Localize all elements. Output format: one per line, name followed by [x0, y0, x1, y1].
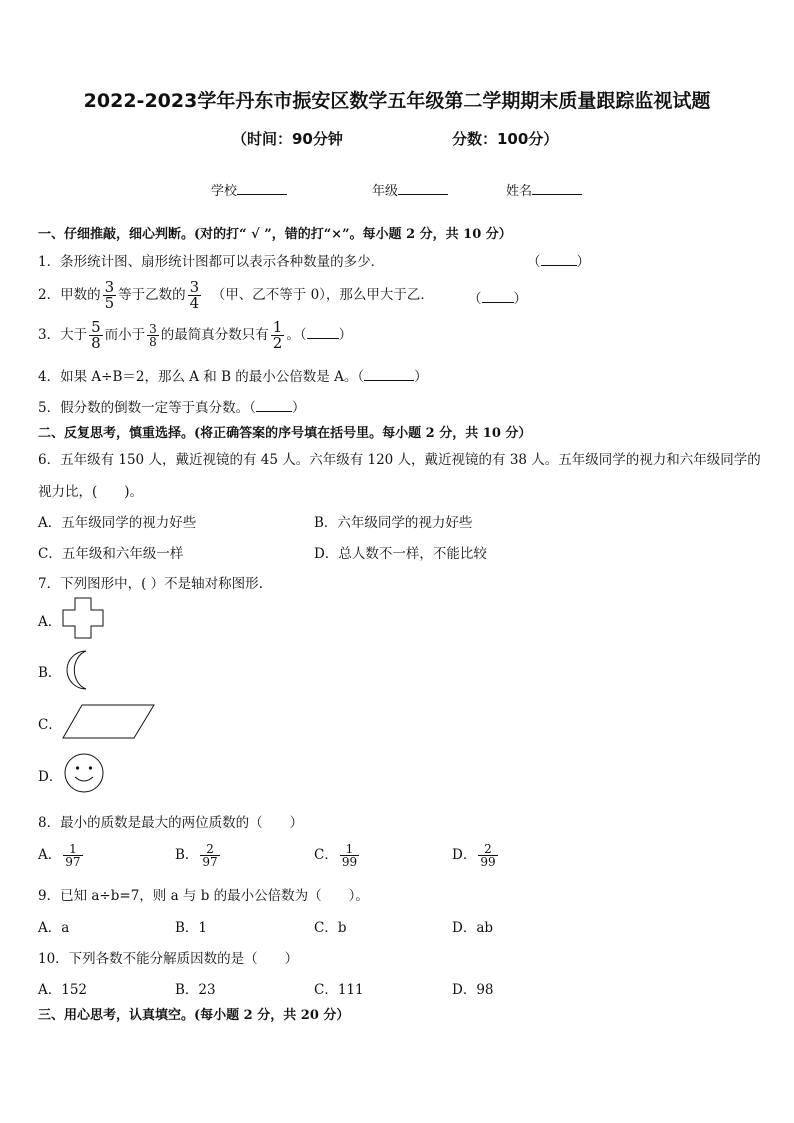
question-2-suffix: （甲、乙不等于 0），那么甲大于乙．: [211, 287, 434, 303]
answer-blank[interactable]: [307, 326, 339, 339]
school-blank[interactable]: [237, 182, 287, 195]
numerator: 5: [91, 318, 101, 336]
question-1-text: 1．条形统计图、扇形统计图都可以表示各种数量的多少．: [38, 254, 385, 270]
answer-blank[interactable]: [541, 253, 577, 266]
question-3-prefix: 3．大于: [38, 327, 88, 343]
section-3-heading: 三、用心思考，认真填空。(每小题 2 分，共 20 分）: [38, 1008, 350, 1023]
question-10-option-b[interactable]: B．23: [175, 982, 216, 998]
parallelogram-icon: [62, 704, 156, 740]
denominator: 8: [149, 335, 157, 349]
question-7-label-b[interactable]: B．: [38, 665, 62, 681]
question-9-option-c[interactable]: C．b: [314, 920, 347, 936]
paren-close: ）: [513, 291, 527, 307]
option-label: B．: [175, 847, 199, 863]
question-2-answer[interactable]: [468, 287, 527, 307]
section-2-heading: 二、反复思考，慎重选择。(将正确答案的序号填在括号里。每小题 2 分，共 10 分）: [38, 426, 532, 441]
denominator: 8: [91, 334, 101, 352]
school-field: [211, 180, 287, 199]
question-10: 10．下列各数不能分解质因数的是（ ）: [38, 951, 299, 967]
question-7: 7．下列图形中，( ）不是轴对称图形.: [38, 576, 263, 592]
name-label: 姓名: [506, 184, 533, 199]
paren-open: （: [527, 254, 541, 270]
option-label: C．: [314, 847, 338, 863]
question-8-option-d[interactable]: [452, 843, 500, 868]
section-1-heading: 一、仔细推敲，细心判断。(对的打“ √ ”，错的打“×”。每小题 2 分，共 10 分）: [38, 227, 512, 242]
question-5-text: 5．假分数的倒数一定等于真分数。（: [38, 400, 256, 416]
question-3: [38, 320, 352, 351]
question-2: [38, 280, 434, 311]
answer-blank[interactable]: [256, 399, 292, 412]
numerator: 3: [149, 322, 157, 336]
question-4: [38, 365, 428, 385]
paren-close: ）: [338, 327, 353, 343]
smiley-face-icon: [63, 752, 105, 794]
question-7-label-a[interactable]: A．: [38, 614, 62, 630]
question-7-label-c[interactable]: C．: [38, 717, 62, 733]
grade-field: [372, 180, 448, 199]
exam-time: （时间：90分钟: [232, 130, 343, 148]
fraction: [340, 843, 359, 868]
denominator: 5: [104, 294, 115, 312]
fraction: [63, 843, 82, 868]
numerator: 1: [63, 843, 82, 856]
question-9: 9．已知 a÷b=7，则 a 与 b 的最小公倍数为（ ）。: [38, 888, 369, 904]
question-10-option-d[interactable]: D．98: [452, 982, 494, 998]
question-7-label-d[interactable]: D．: [38, 769, 63, 785]
fraction: [200, 843, 219, 868]
numerator: 1: [340, 843, 359, 856]
question-6-option-d[interactable]: D．总人数不一样，不能比较: [314, 546, 487, 562]
denominator: 4: [189, 294, 200, 312]
question-8-option-a[interactable]: [38, 843, 85, 868]
paren-close: ）: [414, 369, 428, 385]
fraction-5-8: [89, 320, 103, 351]
question-2-mid: 等于乙数的: [118, 287, 186, 303]
question-10-option-c[interactable]: C．111: [314, 982, 364, 998]
paren-open: （: [468, 291, 482, 307]
paren-close: ）: [291, 400, 306, 416]
fraction-3-4: [188, 280, 202, 311]
fraction-3-8: [147, 323, 159, 348]
question-6-option-a[interactable]: A．五年级同学的视力好些: [38, 515, 197, 531]
question-2-prefix: 2．甲数的: [38, 287, 101, 303]
numerator: 2: [200, 843, 219, 856]
name-field: [506, 180, 582, 199]
option-label: D．: [452, 847, 477, 863]
question-9-option-a[interactable]: A．a: [38, 920, 70, 936]
fraction: [478, 843, 497, 868]
denominator: 99: [341, 855, 358, 869]
answer-blank[interactable]: [482, 290, 514, 303]
question-6-line2: 视力比，( )。: [38, 484, 144, 500]
question-9-option-b[interactable]: B．1: [175, 920, 208, 936]
fraction-1-2: [271, 320, 285, 351]
question-6-option-c[interactable]: C．五年级和六年级一样: [38, 546, 184, 562]
page-title: 2022-2023学年丹东市振安区数学五年级第二学期期末质量跟踪监视试题: [83, 90, 711, 112]
question-9-option-d[interactable]: D．ab: [452, 920, 494, 936]
question-3-suffix: 。（: [286, 327, 307, 343]
crescent-moon-icon: [62, 650, 92, 690]
cross-shape-icon: [62, 597, 104, 639]
grade-blank[interactable]: [398, 182, 448, 195]
grade-label: 年级: [372, 184, 399, 199]
question-5: [38, 396, 305, 416]
question-8-option-c[interactable]: [314, 843, 361, 868]
exam-score: 分数：100分）: [452, 130, 559, 148]
numerator: 1: [272, 318, 283, 336]
answer-blank[interactable]: [364, 368, 414, 381]
question-8: 8．最小的质数是最大的两位质数的（ ）: [38, 815, 304, 831]
school-label: 学校: [211, 184, 238, 199]
question-6-option-b[interactable]: B．六年级同学的视力好些: [314, 515, 473, 531]
paren-close: ）: [576, 254, 590, 270]
question-6-line1: 6．五年级有 150 人，戴近视镜的有 45 人。六年级有 120 人，戴近视镜的有 38 人。五年级同学的视力和六年级同学的: [38, 452, 761, 468]
denominator: 97: [202, 855, 218, 869]
numerator: 2: [478, 843, 497, 856]
numerator: 3: [189, 278, 200, 296]
question-3-mid2: 的最简真分数只有: [160, 327, 269, 343]
option-label: A．: [38, 847, 62, 863]
question-4-text: 4．如果 A÷B＝2，那么 A 和 B 的最小公倍数是 A。（: [38, 369, 365, 385]
question-3-mid1: 而小于: [104, 327, 146, 343]
numerator: 3: [104, 278, 115, 296]
denominator: 99: [480, 855, 496, 869]
question-10-option-a[interactable]: A．152: [38, 982, 88, 998]
denominator: 2: [272, 334, 283, 352]
name-blank[interactable]: [532, 182, 582, 195]
denominator: 97: [65, 855, 81, 869]
fraction-3-5: [103, 280, 117, 311]
question-8-option-b[interactable]: [175, 843, 222, 868]
question-1: [38, 250, 384, 270]
question-1-answer[interactable]: [527, 250, 590, 270]
